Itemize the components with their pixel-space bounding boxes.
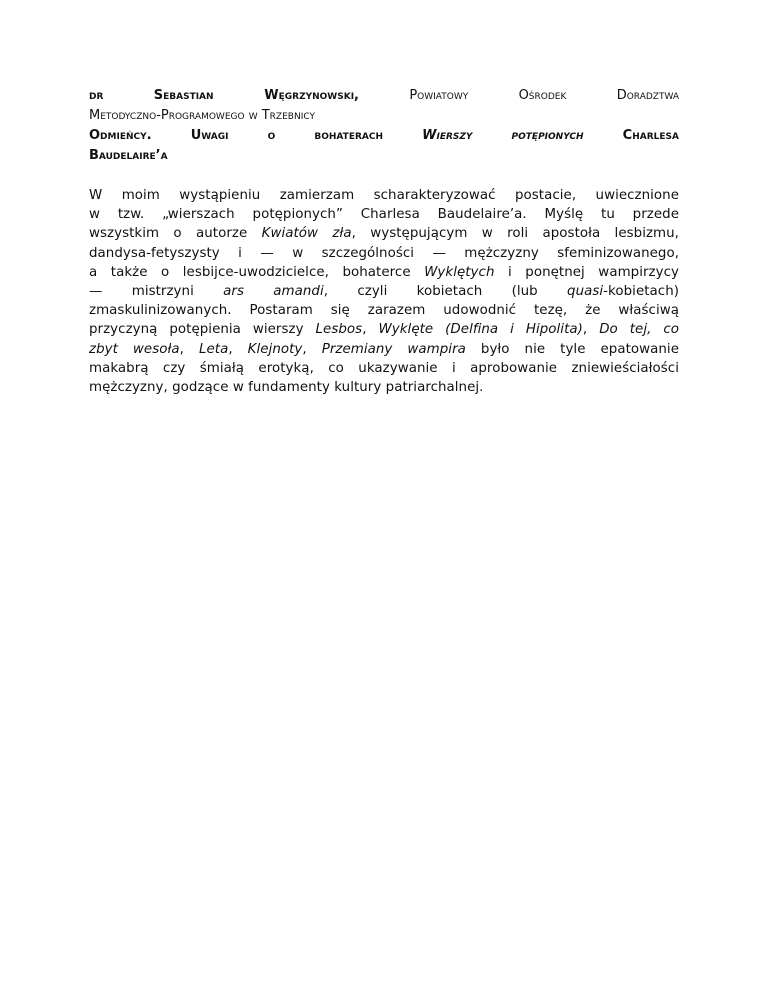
text-run: , bbox=[582, 322, 588, 338]
text-run: -kobietach) bbox=[603, 284, 680, 300]
italic-run: Wyklętych bbox=[424, 264, 495, 280]
abstract-line: makabrą czy śmiałą erotyką, co ukazywanie i aprobowanie zniewieściałości bbox=[89, 360, 679, 376]
abstract-line: W moim wystąpieniu zamierzam scharakteryzować postacie, uwiecznione bbox=[89, 188, 679, 203]
italic-run: Do tej, co bbox=[599, 322, 680, 338]
italic-run: Klejnoty bbox=[247, 341, 303, 357]
article-title-line-1 bbox=[89, 126, 679, 146]
text-run: , bbox=[179, 341, 184, 357]
text-run: wszystkim o autorze bbox=[89, 226, 248, 242]
affiliation-part-1: Powiatowy Ośrodek Doradztwa bbox=[409, 88, 680, 103]
text-run: przyczyną potępienia wierszy bbox=[89, 322, 304, 338]
text-run: , bbox=[302, 341, 307, 357]
author-prefix: dr bbox=[89, 88, 104, 103]
italic-run: Lesbos bbox=[315, 322, 363, 338]
abstract-line bbox=[89, 340, 679, 359]
author-name: Sebastian Węgrzynowski, bbox=[153, 88, 359, 103]
abstract-line bbox=[89, 224, 679, 243]
italic-run: ars amandi bbox=[223, 284, 324, 300]
text-run: i ponętnej wampirzycy bbox=[508, 264, 679, 280]
italic-run: zbyt wesoła bbox=[89, 341, 180, 357]
title-italic-b: potępionych bbox=[511, 128, 584, 143]
affiliation-part-2: Metodyczno-Programowego w Trzebnicy bbox=[89, 108, 315, 123]
abstract-line: w tzw. „wierszach potępionych” Charlesa Baudelaire’a. Myślę tu przede bbox=[89, 207, 679, 223]
italic-run: Przemiany wampira bbox=[321, 341, 466, 357]
italic-run: Kwiatów zła bbox=[261, 226, 352, 242]
affiliation-line bbox=[89, 106, 679, 126]
abstract-line bbox=[89, 263, 679, 282]
title-block bbox=[89, 86, 679, 166]
title-part-3: Charlesa bbox=[622, 128, 679, 143]
text-run: , występującym w roli apostoła lesbizmu, bbox=[351, 226, 679, 242]
article-title-line-2 bbox=[89, 146, 679, 166]
abstract-paragraph bbox=[89, 186, 679, 397]
title-part-4: Baudelaire’a bbox=[89, 148, 168, 163]
text-run: , bbox=[228, 341, 233, 357]
text-run: było nie tyle epatowanie bbox=[480, 341, 679, 357]
text-run: — mistrzyni bbox=[89, 284, 194, 300]
text-run: , czyli kobietach (lub bbox=[323, 284, 538, 300]
title-italic-a: Wierszy bbox=[422, 128, 473, 143]
abstract-line: dandysa-fetyszysty i — w szczególności — mężczyzny sfeminizowanego, bbox=[89, 245, 679, 261]
text-run: a także o lesbijce-uwodzicielce, bohaterce bbox=[89, 264, 411, 280]
text-run: , bbox=[362, 322, 367, 338]
document-page bbox=[89, 86, 679, 397]
italic-run: Wyklęte (Delfina i Hipolita) bbox=[378, 322, 583, 338]
italic-run: quasi bbox=[567, 284, 604, 300]
italic-run: Leta bbox=[198, 341, 229, 357]
author-line bbox=[89, 86, 679, 106]
abstract-line: zmaskulinizowanych. Postaram się zarazem udowodnić tezę, że właściwą bbox=[89, 303, 679, 319]
title-part-1: Odmieńcy. Uwagi o bohaterach bbox=[89, 128, 383, 143]
abstract-line: mężczyzny, godzące w fundamenty kultury patriarchalnej. bbox=[89, 380, 484, 396]
abstract-line bbox=[89, 320, 679, 339]
abstract-line bbox=[89, 282, 679, 301]
